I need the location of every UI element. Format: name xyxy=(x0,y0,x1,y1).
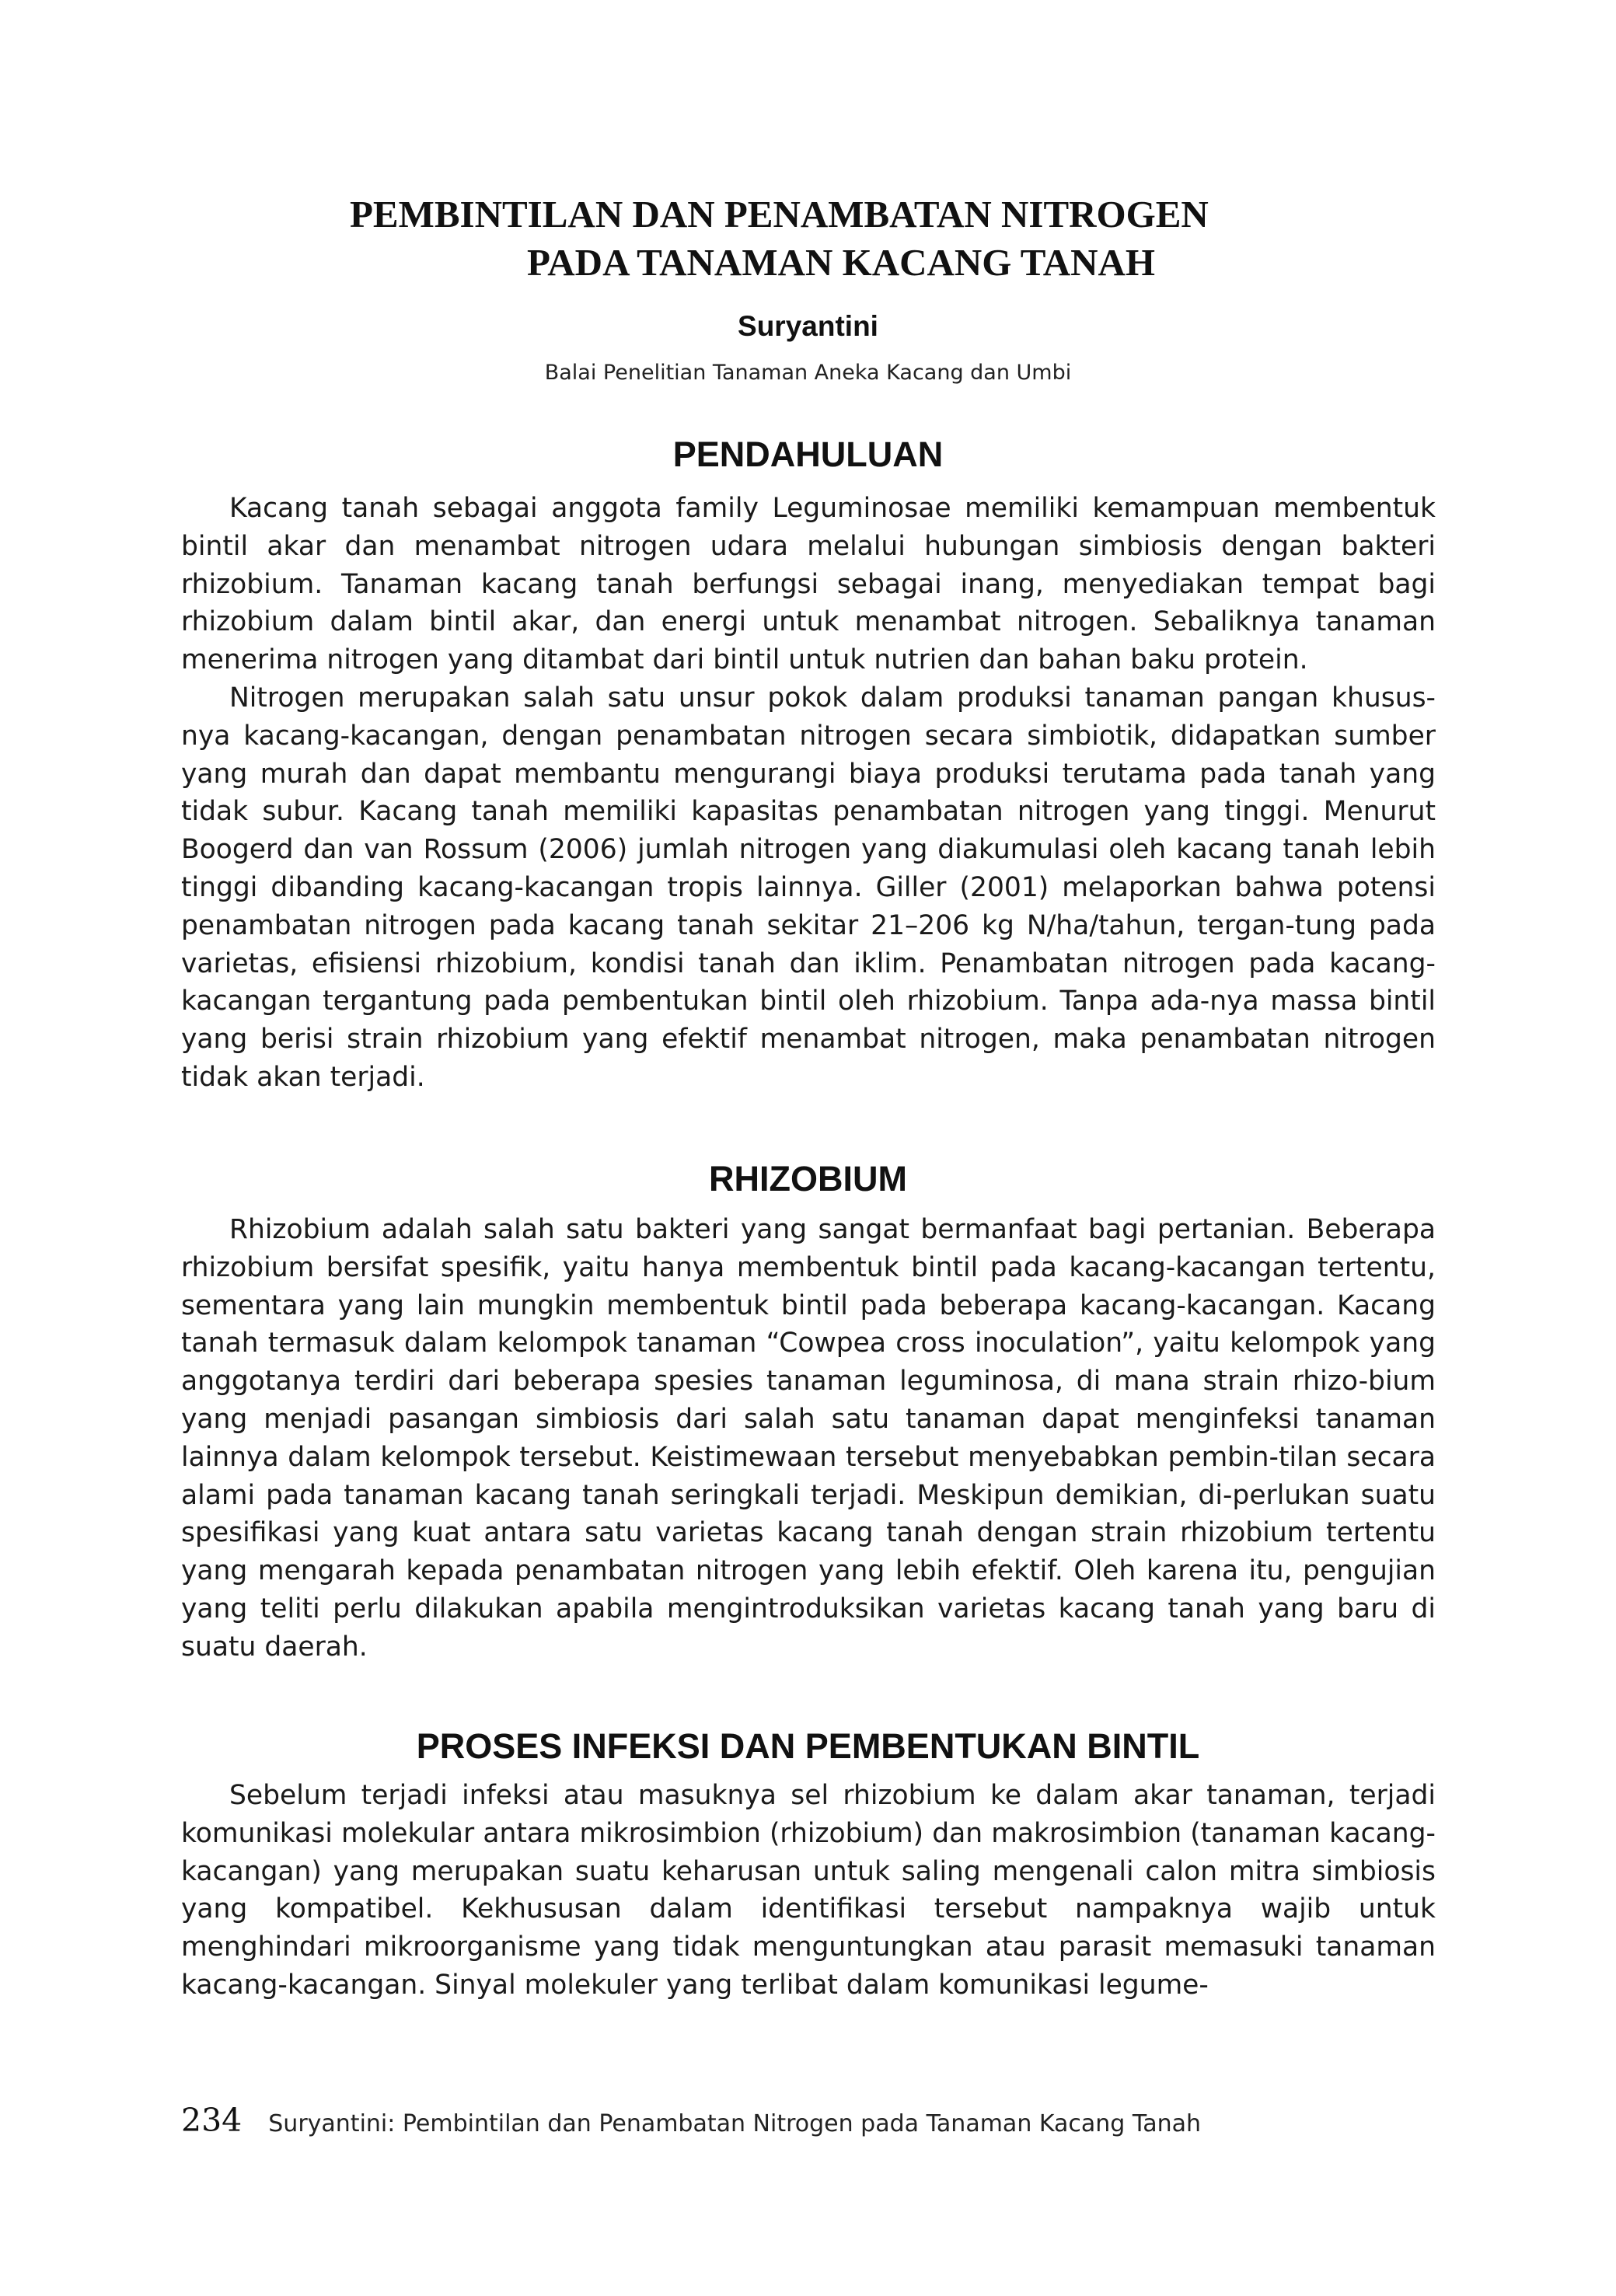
section-body-pendahuluan xyxy=(181,490,1436,1097)
author-affiliation: Balai Penelitian Tanaman Aneka Kacang dan Umbi xyxy=(544,361,1072,385)
article-title xyxy=(0,190,1616,287)
section-body-rhizobium xyxy=(181,1211,1436,1666)
author-name: Suryantini xyxy=(738,310,878,342)
title-line-2: PADA TANAMAN KACANG TANAH xyxy=(527,241,1156,284)
paragraph: Rhizobium adalah salah satu bakteri yang sangat bermanfaat bagi pertanian. Beberapa rhizobium bersifat spesifik, yaitu hanya membentuk bintil pada kacang-kacangan tertentu, sementara yang lain mungkin membentuk bintil pada beberapa kacang-kacangan. Kacang tanah termasuk dalam kelompok tanaman “Cowpea cross inoculation”, yaitu kelompok yang anggotanya terdiri dari beberapa spesies tanaman leguminosa, di mana strain rhizo-bium yang menjadi pasangan simbiosis dari salah satu tanaman dapat menginfeksi tanaman lainnya dalam kelompok tersebut. Keistimewaan tersebut menyebabkan pembin-tilan secara alami pada tanaman kacang tanah seringkali terjadi. Meskipun demikian, di-perlukan suatu spesifikasi yang kuat antara satu varietas kacang tanah dengan strain rhizobium tertentu yang mengarah kepada penambatan nitrogen yang lebih efektif. Oleh karena itu, pengujian yang teliti perlu dilakukan apabila mengintroduksikan varietas kacang tanah yang baru di suatu daerah. xyxy=(181,1214,1436,1663)
paragraph: Nitrogen merupakan salah satu unsur pokok dalam produksi tanaman pangan khusus-nya kacang-kacangan, dengan penambatan nitrogen secara simbiotik, didapatkan sumber yang murah dan dapat membantu mengurangi biaya produksi terutama pada tanah yang tidak subur. Kacang tanah memiliki kapasitas penambatan nitrogen yang tinggi. Menurut Boogerd dan van Rossum (2006) jumlah nitrogen yang diakumulasi oleh kacang tanah lebih tinggi dibanding kacang-kacangan tropis lainnya. Giller (2001) melaporkan bahwa potensi penambatan nitrogen pada kacang tanah sekitar 21–206 kg N/ha/tahun, tergan-tung pada varietas, efisiensi rhizobium, kondisi tanah dan iklim. Penambatan nitrogen pada kacang-kacangan tergantung pada pembentukan bintil oleh rhizobium. Tanpa ada-nya massa bintil yang berisi strain rhizobium yang efektif menambat nitrogen, maka penambatan nitrogen tidak akan terjadi. xyxy=(181,682,1436,1093)
section-heading-rhizobium: RHIZOBIUM xyxy=(709,1159,907,1199)
paragraph: Sebelum terjadi infeksi atau masuknya sel rhizobium ke dalam akar tanaman, terjadi komunikasi molekular antara mikrosimbion (rhizobium) dan makrosimbion (tanaman kacang-kacangan) yang merupakan suatu keharusan untuk saling mengenali calon mitra simbiosis yang kompatibel. Kekhususan dalam identifikasi tersebut nampaknya wajib untuk menghindari mikroorganisme yang tidak menguntungkan atau parasit memasuki tanaman kacang-kacangan. Sinyal molekuler yang terlibat dalam komunikasi legume- xyxy=(181,1780,1436,2001)
page-number: 234 xyxy=(181,2102,243,2139)
title-line-1: PEMBINTILAN DAN PENAMBATAN NITROGEN xyxy=(350,193,1209,236)
section-body-proses-infeksi xyxy=(181,1777,1436,2005)
running-head: Suryantini: Pembintilan dan Penambatan Nitrogen pada Tanaman Kacang Tanah xyxy=(268,2110,1202,2137)
paragraph: Kacang tanah sebagai anggota family Leguminosae memiliki kemampuan membentuk bintil akar dan menambat nitrogen udara melalui hubungan simbiosis dengan bakteri rhizobium. Tanaman kacang tanah berfungsi sebagai inang, menyediakan tempat bagi rhizobium dalam bintil akar, dan energi untuk menambat nitrogen. Sebaliknya tanaman menerima nitrogen yang ditambat dari bintil untuk nutrien dan bahan baku protein. xyxy=(181,493,1436,676)
page-footer xyxy=(181,2102,1436,2143)
section-heading-pendahuluan: PENDAHULUAN xyxy=(672,434,944,474)
section-heading-proses-infeksi: PROSES INFEKSI DAN PEMBENTUKAN BINTIL xyxy=(416,1726,1200,1766)
